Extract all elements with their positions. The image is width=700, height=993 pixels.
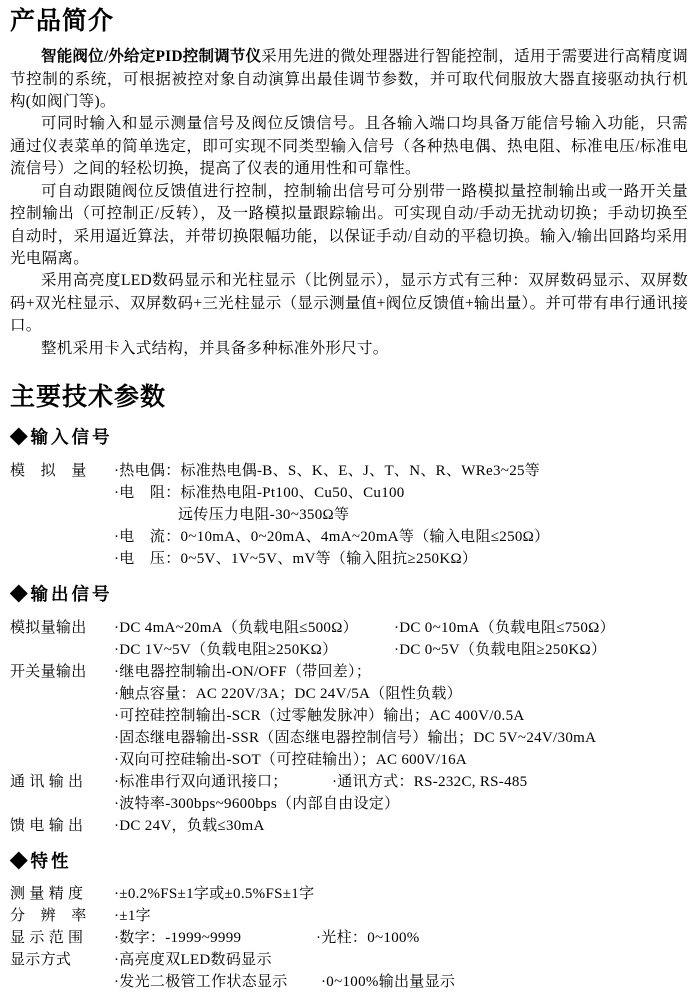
spec-line: 远传压力电阻-30~350Ω等 bbox=[178, 506, 350, 523]
spec-item: ·光柱：0~100% bbox=[316, 930, 420, 947]
spec-line: ·高亮度双LED数码显示 bbox=[114, 952, 272, 969]
spec-label: 模拟量输出 bbox=[10, 619, 87, 636]
spec-row-display-mode bbox=[10, 949, 688, 993]
spec-line: ·电 流：0~10mA、0~20mA、4mA~20mA等（输入电阻≤250Ω） bbox=[114, 528, 550, 545]
spec-content bbox=[114, 661, 688, 771]
spec-label: 通 讯 输 出 bbox=[10, 773, 84, 790]
spec-content bbox=[114, 617, 688, 661]
spec-line bbox=[114, 771, 688, 793]
spec-line: ·固态继电器输出-SSR（固态继电器控制信号）输出；DC 5V~24V/30mA bbox=[114, 729, 597, 746]
spec-line: ·DC 24V，负载≤30mA bbox=[114, 817, 265, 834]
intro-paragraph-5: 整机采用卡入式结构，并具备多种标准外形尺寸。 bbox=[41, 339, 389, 357]
spec-row-analog-output bbox=[10, 617, 688, 661]
spec-item: ·DC 1V~5V（负载电阻≥250KΩ） bbox=[114, 641, 338, 658]
spec-line bbox=[114, 971, 688, 993]
spec-line: ·波特率-300bps~9600bps（内部自由设定） bbox=[114, 795, 400, 812]
spec-line: ·可控硅控制输出-SCR（过零触发脉冲）输出；AC 400V/0.5A bbox=[114, 707, 525, 724]
spec-content bbox=[114, 815, 688, 837]
spec-label: 显示方式 bbox=[10, 952, 72, 969]
spec-line bbox=[114, 639, 688, 661]
spec-line: ·电 压：0~5V、1V~5V、mV等（输入阻抗≥250KΩ） bbox=[114, 550, 478, 567]
spec-label: 馈 电 输 出 bbox=[10, 817, 84, 834]
spec-label: 开关量输出 bbox=[10, 663, 87, 680]
spec-content bbox=[114, 883, 688, 905]
spec-row-feed-output bbox=[10, 815, 688, 837]
spec-item: ·DC 0~10mA（负载电阻≤750Ω） bbox=[394, 619, 615, 636]
spec-row-switch-output bbox=[10, 661, 688, 771]
spec-item: ·标准串行双向通讯接口； bbox=[114, 773, 288, 790]
spec-row-accuracy bbox=[10, 883, 688, 905]
spec-row-analog-input bbox=[10, 460, 688, 570]
spec-line: ·触点容量：AC 220V/3A；DC 24V/5A（阻性负载） bbox=[114, 685, 462, 702]
spec-line: ·±0.2%FS±1字或±0.5%FS±1字 bbox=[114, 886, 315, 903]
spec-content bbox=[114, 771, 688, 815]
intro-paragraph-1 bbox=[10, 46, 688, 113]
spec-content bbox=[114, 927, 688, 949]
spec-label: 测 量 精 度 bbox=[10, 886, 84, 903]
spec-label: 显 示 范 围 bbox=[10, 930, 84, 947]
section-heading-output: ◆输出信号 bbox=[10, 583, 113, 604]
intro-paragraph-2: 可同时输入和显示测量信号及阀位反馈信号。且各输入端口均具备万能信号输入功能，只需通过仪表菜单的简单选定，即可实现不同类型输入信号（各种热电偶、热电阻、标准电压/标准电流信号）之间的轻松切换，提高了仪表的通用性和可靠性。 bbox=[10, 115, 688, 178]
spec-line: ·双向可控硅输出-SOT（可控硅输出）；AC 600V/16A bbox=[114, 751, 468, 768]
spec-content bbox=[114, 949, 688, 993]
spec-row-display-range bbox=[10, 927, 688, 949]
intro-paragraph-1-text: 采用先进的微处理器进行智能控制，适用于需要进行高精度调节控制的系统，可根据被控对象自动演算出最佳调节参数，并可取代伺服放大器直接驱动执行机构(如阀门等)。 bbox=[10, 48, 689, 111]
spec-label: 模 拟 量 bbox=[10, 462, 87, 479]
specs-title: 主要技术参数 bbox=[10, 382, 167, 411]
spec-label: 分 辨 率 bbox=[10, 908, 87, 925]
section-heading-features: ◆特性 bbox=[10, 850, 72, 871]
spec-item: ·发光二极管工作状态显示 bbox=[114, 974, 288, 991]
spec-line: ·±1字 bbox=[114, 908, 151, 925]
spec-line: ·继电器控制输出-ON/OFF（带回差）； bbox=[114, 663, 372, 680]
spec-item: ·DC 4mA~20mA（负载电阻≤500Ω） bbox=[114, 619, 358, 636]
spec-line: ·电 阻：标准热电阻-Pt100、Cu50、Cu100 bbox=[114, 484, 405, 501]
spec-row-comm-output bbox=[10, 771, 688, 815]
intro-paragraph-3: 可自动跟随阀位反馈值进行控制，控制输出信号可分别带一路模拟量控制输出或一路开关量控制输出（可控制正/反转），及一路模拟量跟踪输出。可实现自动/手动无扰动切换；手动切换至自动时，采用逼近算法，并带切换限幅功能，以保证手动/自动的平稳切换。输入/输出回路均采用光电隔离。 bbox=[10, 182, 688, 267]
intro-title: 产品简介 bbox=[10, 7, 115, 35]
spec-content bbox=[114, 460, 688, 570]
spec-item: ·数字：-1999~9999 bbox=[114, 930, 242, 947]
intro-paragraph-4: 采用高亮度LED数码显示和光柱显示（比例显示），显示方式有三种：双屏数码显示、双屏数码+双光柱显示、双屏数码+三光柱显示（显示测量值+阀位反馈值+输出量）。并可带有串行通讯接口。 bbox=[10, 272, 688, 335]
spec-item: ·DC 0~5V（负载电阻≥250KΩ） bbox=[394, 641, 607, 658]
spec-item: ·通讯方式：RS-232C, RS-485 bbox=[332, 773, 528, 790]
product-name-bold: 智能阀位/外给定PID控制调节仪 bbox=[41, 48, 262, 66]
section-heading-input: ◆输入信号 bbox=[10, 427, 113, 448]
spec-line bbox=[114, 617, 688, 639]
spec-line: ·热电偶：标准热电偶-B、S、K、E、J、T、N、R、WRe3~25等 bbox=[114, 462, 541, 479]
spec-line bbox=[114, 927, 688, 949]
spec-item: ·0~100%输出量显示 bbox=[321, 974, 456, 991]
